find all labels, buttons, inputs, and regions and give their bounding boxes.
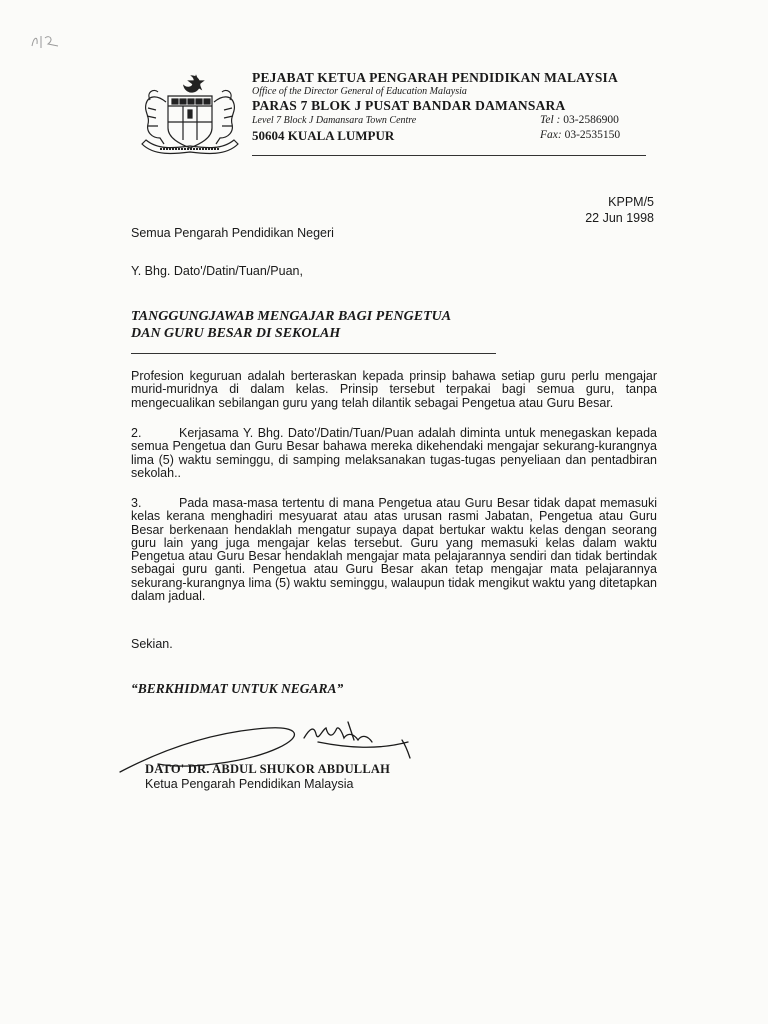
signer-title: Ketua Pengarah Pendidikan Malaysia <box>145 777 354 791</box>
signer-name: DATO' DR. ABDUL SHUKOR ABDULLAH <box>145 762 391 776</box>
closing: Sekian. <box>131 637 173 651</box>
office-name-english: Office of the Director General of Education Malaysia <box>252 86 467 97</box>
paragraph-3 <box>131 497 657 603</box>
paragraph-2-text: Kerjasama Y. Bhg. Dato'/Datin/Tuan/Puan adalah diminta untuk menegaskan kepada semua Pengetua dan Guru Besar bahawa mereka dikehendaki mengajar sekurang-kurangnya lima (5) waktu seminggu, di samping melaksanakan tugas-tugas penyeliaan dan pentadbiran sekolah.. <box>131 426 657 480</box>
salutation: Y. Bhg. Dato'/Datin/Tuan/Puan, <box>131 264 303 278</box>
paragraph-3-number: 3. <box>131 496 142 510</box>
crest-icon <box>134 72 246 162</box>
address-line-malay: PARAS 7 BLOK J PUSAT BANDAR DAMANSARA <box>252 98 566 113</box>
subject-heading <box>131 308 451 342</box>
paragraph-2-number: 2. <box>131 426 142 440</box>
address-city: 50604 KUALA LUMPUR <box>252 128 395 143</box>
subject-underline <box>131 353 496 354</box>
address-line-english: Level 7 Block J Damansara Town Centre <box>252 115 417 126</box>
letter-date: 22 Jun 1998 <box>585 211 654 225</box>
letterhead-divider <box>252 155 646 156</box>
fax-label: Fax: <box>540 129 562 141</box>
pencil-mark-icon <box>28 30 68 52</box>
telephone <box>540 114 619 126</box>
addressee: Semua Pengarah Pendidikan Negeri <box>131 226 334 240</box>
office-name-malay: PEJABAT KETUA PENGARAH PENDIDIKAN MALAYSIA <box>252 70 618 85</box>
motto: “BERKHIDMAT UNTUK NEGARA” <box>131 681 344 696</box>
telephone-label: Tel : <box>540 114 561 126</box>
subject-line-2: DAN GURU BESAR DI SEKOLAH <box>131 326 341 341</box>
fax-number: 03-2535150 <box>564 129 621 141</box>
reference-number: KPPM/5 <box>608 195 654 209</box>
subject-line-1: TANGGUNGJAWAB MENGAJAR BAGI PENGETUA <box>131 309 452 324</box>
paragraph-3-text: Pada masa-masa tertentu di mana Pengetua atau Guru Besar tidak dapat memasuki kelas kerana menghadiri mesyuarat atau atas urusan rasmi Jabatan, Pengetua atau Guru Besar berkenaan hendaklah mengatur supaya dapat bertukar waktu kelas dengan seorang guru lain yang juga mengajar kelas tersebut. Guru yang memasuki kelas dalam waktu Pengetua atau Guru Besar hendaklah mengajar mata pelajarannya sendiri dan tidak bertindak sebagai guru ganti. Pengetua atau Guru Besar akan tetap mengajar mata pelajarannya sekurang-kurangnya lima (5) waktu seminggu, walaupun tidak mengikut waktu yang ditetapkan dalam jadual. <box>131 496 657 604</box>
paragraph-2 <box>131 427 657 480</box>
paragraph-1: Profesion keguruan adalah berteraskan kepada prinsip bahawa setiap guru perlu mengajar murid-muridnya di dalam kelas. Prinsip tersebut terpakai bagi semua guru, tanpa mengecualikan sebilangan guru yang telah dilantik sebagai Pengetua atau Guru Besar. <box>131 369 657 410</box>
fax <box>540 129 620 141</box>
telephone-number: 03-2586900 <box>563 114 619 126</box>
